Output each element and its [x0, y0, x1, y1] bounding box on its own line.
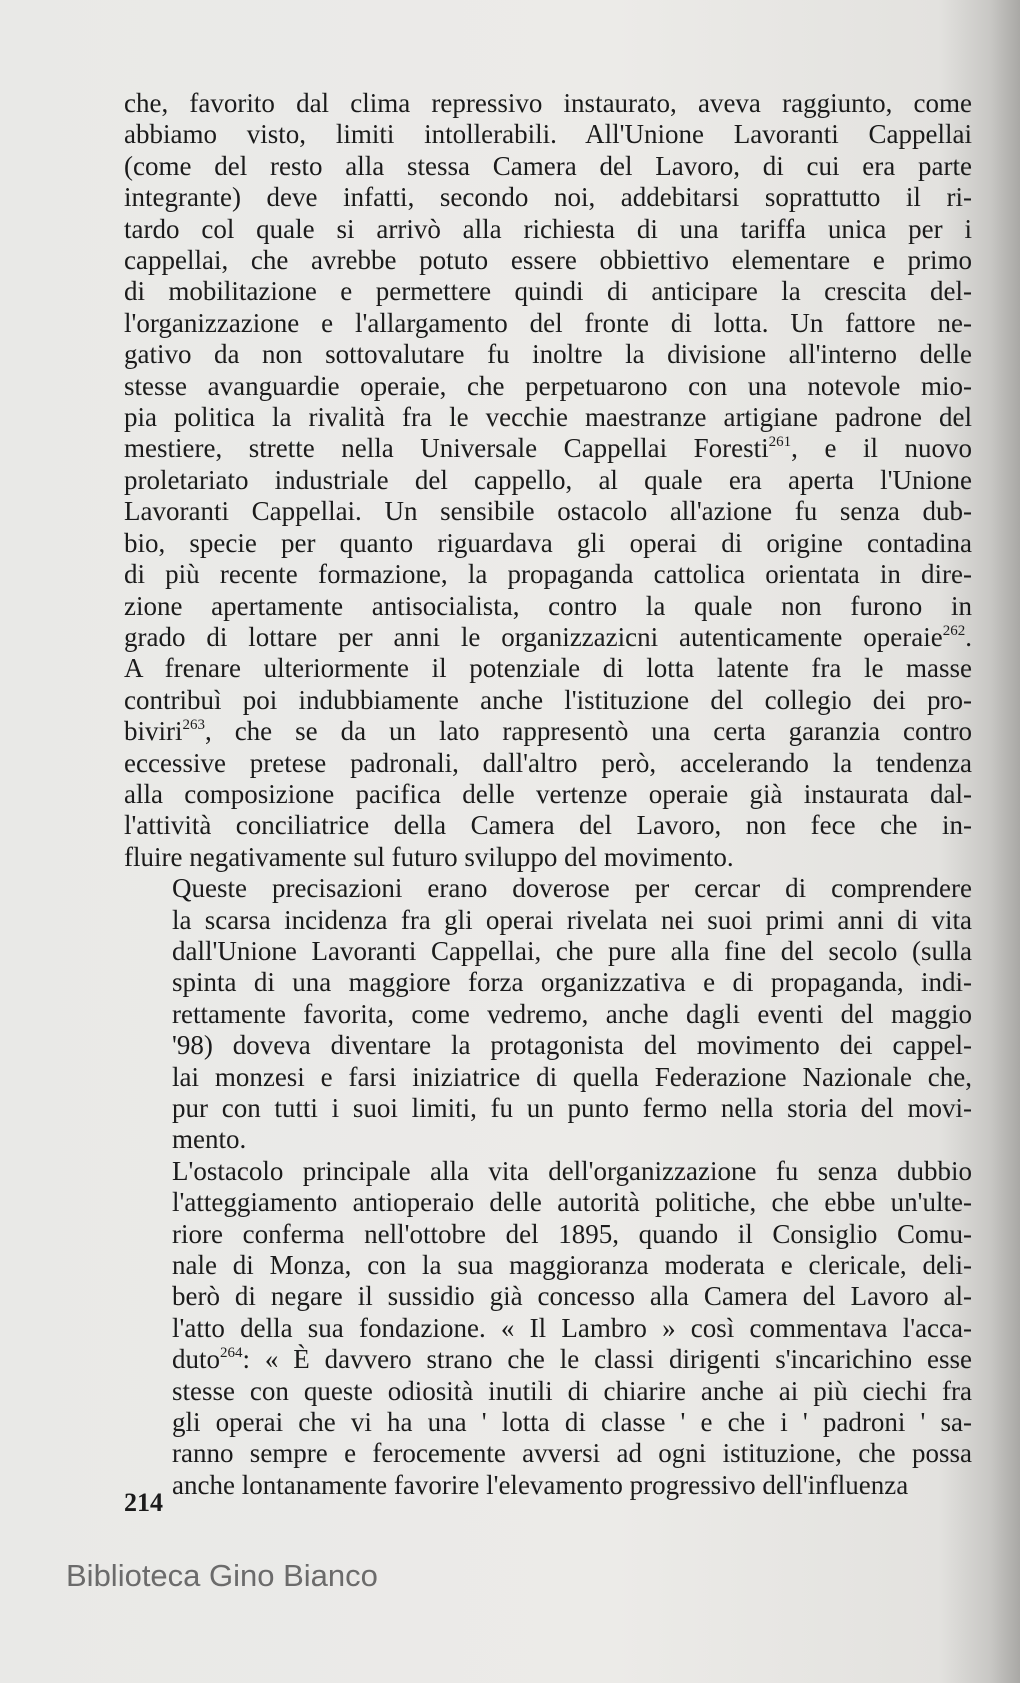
text-line: integrante) deve infatti, secondo noi, addebitarsi soprattutto il ri-: [124, 182, 972, 213]
text-line: l'atteggiamento antioperaio delle autorità politiche, che ebbe un'ulte-: [172, 1187, 972, 1218]
text-line: cappellai, che avrebbe potuto essere obbiettivo elementare e primo: [124, 245, 972, 276]
line-text: grado di lottare per anni le organizzazicni autenticamente operaie: [124, 621, 943, 652]
text-line: riore conferma nell'ottobre del 1895, quando il Consiglio Comu-: [172, 1218, 972, 1249]
text-line: [124, 433, 972, 464]
text-line: bio, specie per quanto riguardava gli operai di origine contadina: [124, 527, 972, 558]
text-line: '98) doveva diventare la protagonista del movimento dei cappel-: [172, 1030, 972, 1061]
line-text: biviri: [124, 716, 183, 747]
body-text: [124, 88, 972, 1501]
text-line: gativo da non sottovalutare fu inoltre la divisione all'interno delle: [124, 339, 972, 370]
paragraph: [124, 873, 972, 1156]
line-text: , che se da un lato rappresentò una certa garanzia contro: [205, 716, 972, 747]
text-line: contribuì poi indubbiamente anche l'istituzione del collegio dei pro-: [124, 684, 972, 715]
footnote-reference: 264: [220, 1345, 243, 1362]
text-line: anche lontanamente favorire l'elevamento progressivo dell'influenza: [172, 1469, 909, 1500]
footnote-reference: 261: [768, 434, 792, 451]
text-line: nale di Monza, con la sua maggioranza moderata e clericale, deli-: [172, 1250, 972, 1281]
text-line: proletariato industriale del cappello, al quale era aperta l'Unione: [124, 464, 972, 495]
text-line: ranno sempre e ferocemente avversi ad ogni istituzione, che possa: [172, 1438, 972, 1469]
page-number: 214: [124, 1488, 163, 1517]
text-line: zione apertamente antisocialista, contro la quale non furono in: [124, 590, 972, 621]
text-line: l'organizzazione e l'allargamento del fronte di lotta. Un fattore ne-: [124, 307, 972, 338]
footnote-reference: 263: [182, 717, 205, 734]
line-text: duto: [172, 1344, 221, 1375]
text-line: [124, 1344, 972, 1375]
text-line: Lavoranti Cappellai. Un sensibile ostacolo all'azione fu senza dub-: [124, 496, 972, 527]
text-line: l'atto della sua fondazione. « Il Lambro » così commentava l'acca-: [172, 1312, 972, 1343]
text-line: l'attività conciliatrice della Camera del Lavoro, non fece che in-: [124, 810, 972, 841]
text-line: [124, 716, 972, 747]
line-text: .: [965, 621, 972, 652]
text-line: mento.: [172, 1124, 247, 1155]
footnote-reference: 262: [942, 622, 966, 639]
text-line: di più recente formazione, la propaganda cattolica orientata in dire-: [124, 559, 972, 590]
text-line: stesse avanguardie operaie, che perpetuarono con una notevole mio-: [124, 370, 972, 401]
text-line: la scarsa incidenza fra gli operai rivelata nei suoi primi anni di vita: [172, 904, 972, 935]
line-text: , e il nuovo: [791, 433, 972, 464]
text-line: pur con tutti i suoi limiti, fu un punto fermo nella storia del movi-: [172, 1093, 972, 1123]
text-line: tardo col quale si arrivò alla richiesta di una tariffa unica per i: [124, 213, 972, 244]
text-line: A frenare ulteriormente il potenziale di lotta latente fra le masse: [124, 653, 972, 684]
paragraph: [124, 88, 972, 873]
text-line: [124, 622, 972, 653]
text-line: dall'Unione Lavoranti Cappellai, che pure alla fine del secolo (sulla: [172, 935, 972, 966]
paragraph: [124, 1156, 972, 1501]
text-line: eccessive pretese padronali, dall'altro però, accelerando la tendenza: [124, 747, 972, 778]
text-line: lai monzesi e farsi iniziatrice di quella Federazione Nazionale che,: [172, 1061, 972, 1092]
text-line: fluire negativamente sul futuro sviluppo del movimento.: [124, 841, 734, 872]
line-text: : « È davvero strano che le classi dirigenti s'incarichino esse: [242, 1344, 972, 1375]
text-line: L'ostacolo principale alla vita dell'organizzazione fu senza dubbio: [172, 1155, 972, 1186]
text-line: spinta di una maggiore forza organizzativa e di propaganda, indi-: [172, 967, 972, 998]
text-line: rettamente favorita, come vedremo, anche dagli eventi del maggio: [172, 998, 972, 1029]
text-line: pia politica la rivalità fra le vecchie maestranze artigiane padrone del: [124, 402, 972, 433]
text-line: stesse con queste odiosità inutili di chiarire anche ai più ciechi fra: [172, 1375, 972, 1406]
text-line: abbiamo visto, limiti intollerabili. All'Unione Lavoranti Cappellai: [124, 119, 972, 150]
text-line: alla composizione pacifica delle vertenze operaie già instaurata dal-: [124, 778, 972, 809]
text-line: (come del resto alla stessa Camera del Lavoro, di cui era parte: [124, 150, 972, 181]
text-line: Queste precisazioni erano doverose per cercar di comprendere: [172, 873, 972, 904]
text-line: gli operai che vi ha una ' lotta di classe ' e che i ' padroni ' sa-: [172, 1407, 972, 1438]
library-watermark: Biblioteca Gino Bianco: [66, 1558, 378, 1593]
text-line: che, favorito dal clima repressivo instaurato, aveva raggiunto, come: [124, 88, 972, 118]
line-text: mestiere, strette nella Universale Cappellai Foresti: [124, 433, 769, 464]
text-line: berò di negare il sussidio già concesso alla Camera del Lavoro al-: [172, 1281, 972, 1312]
text-line: di mobilitazione e permettere quindi di anticipare la crescita del-: [124, 276, 972, 307]
